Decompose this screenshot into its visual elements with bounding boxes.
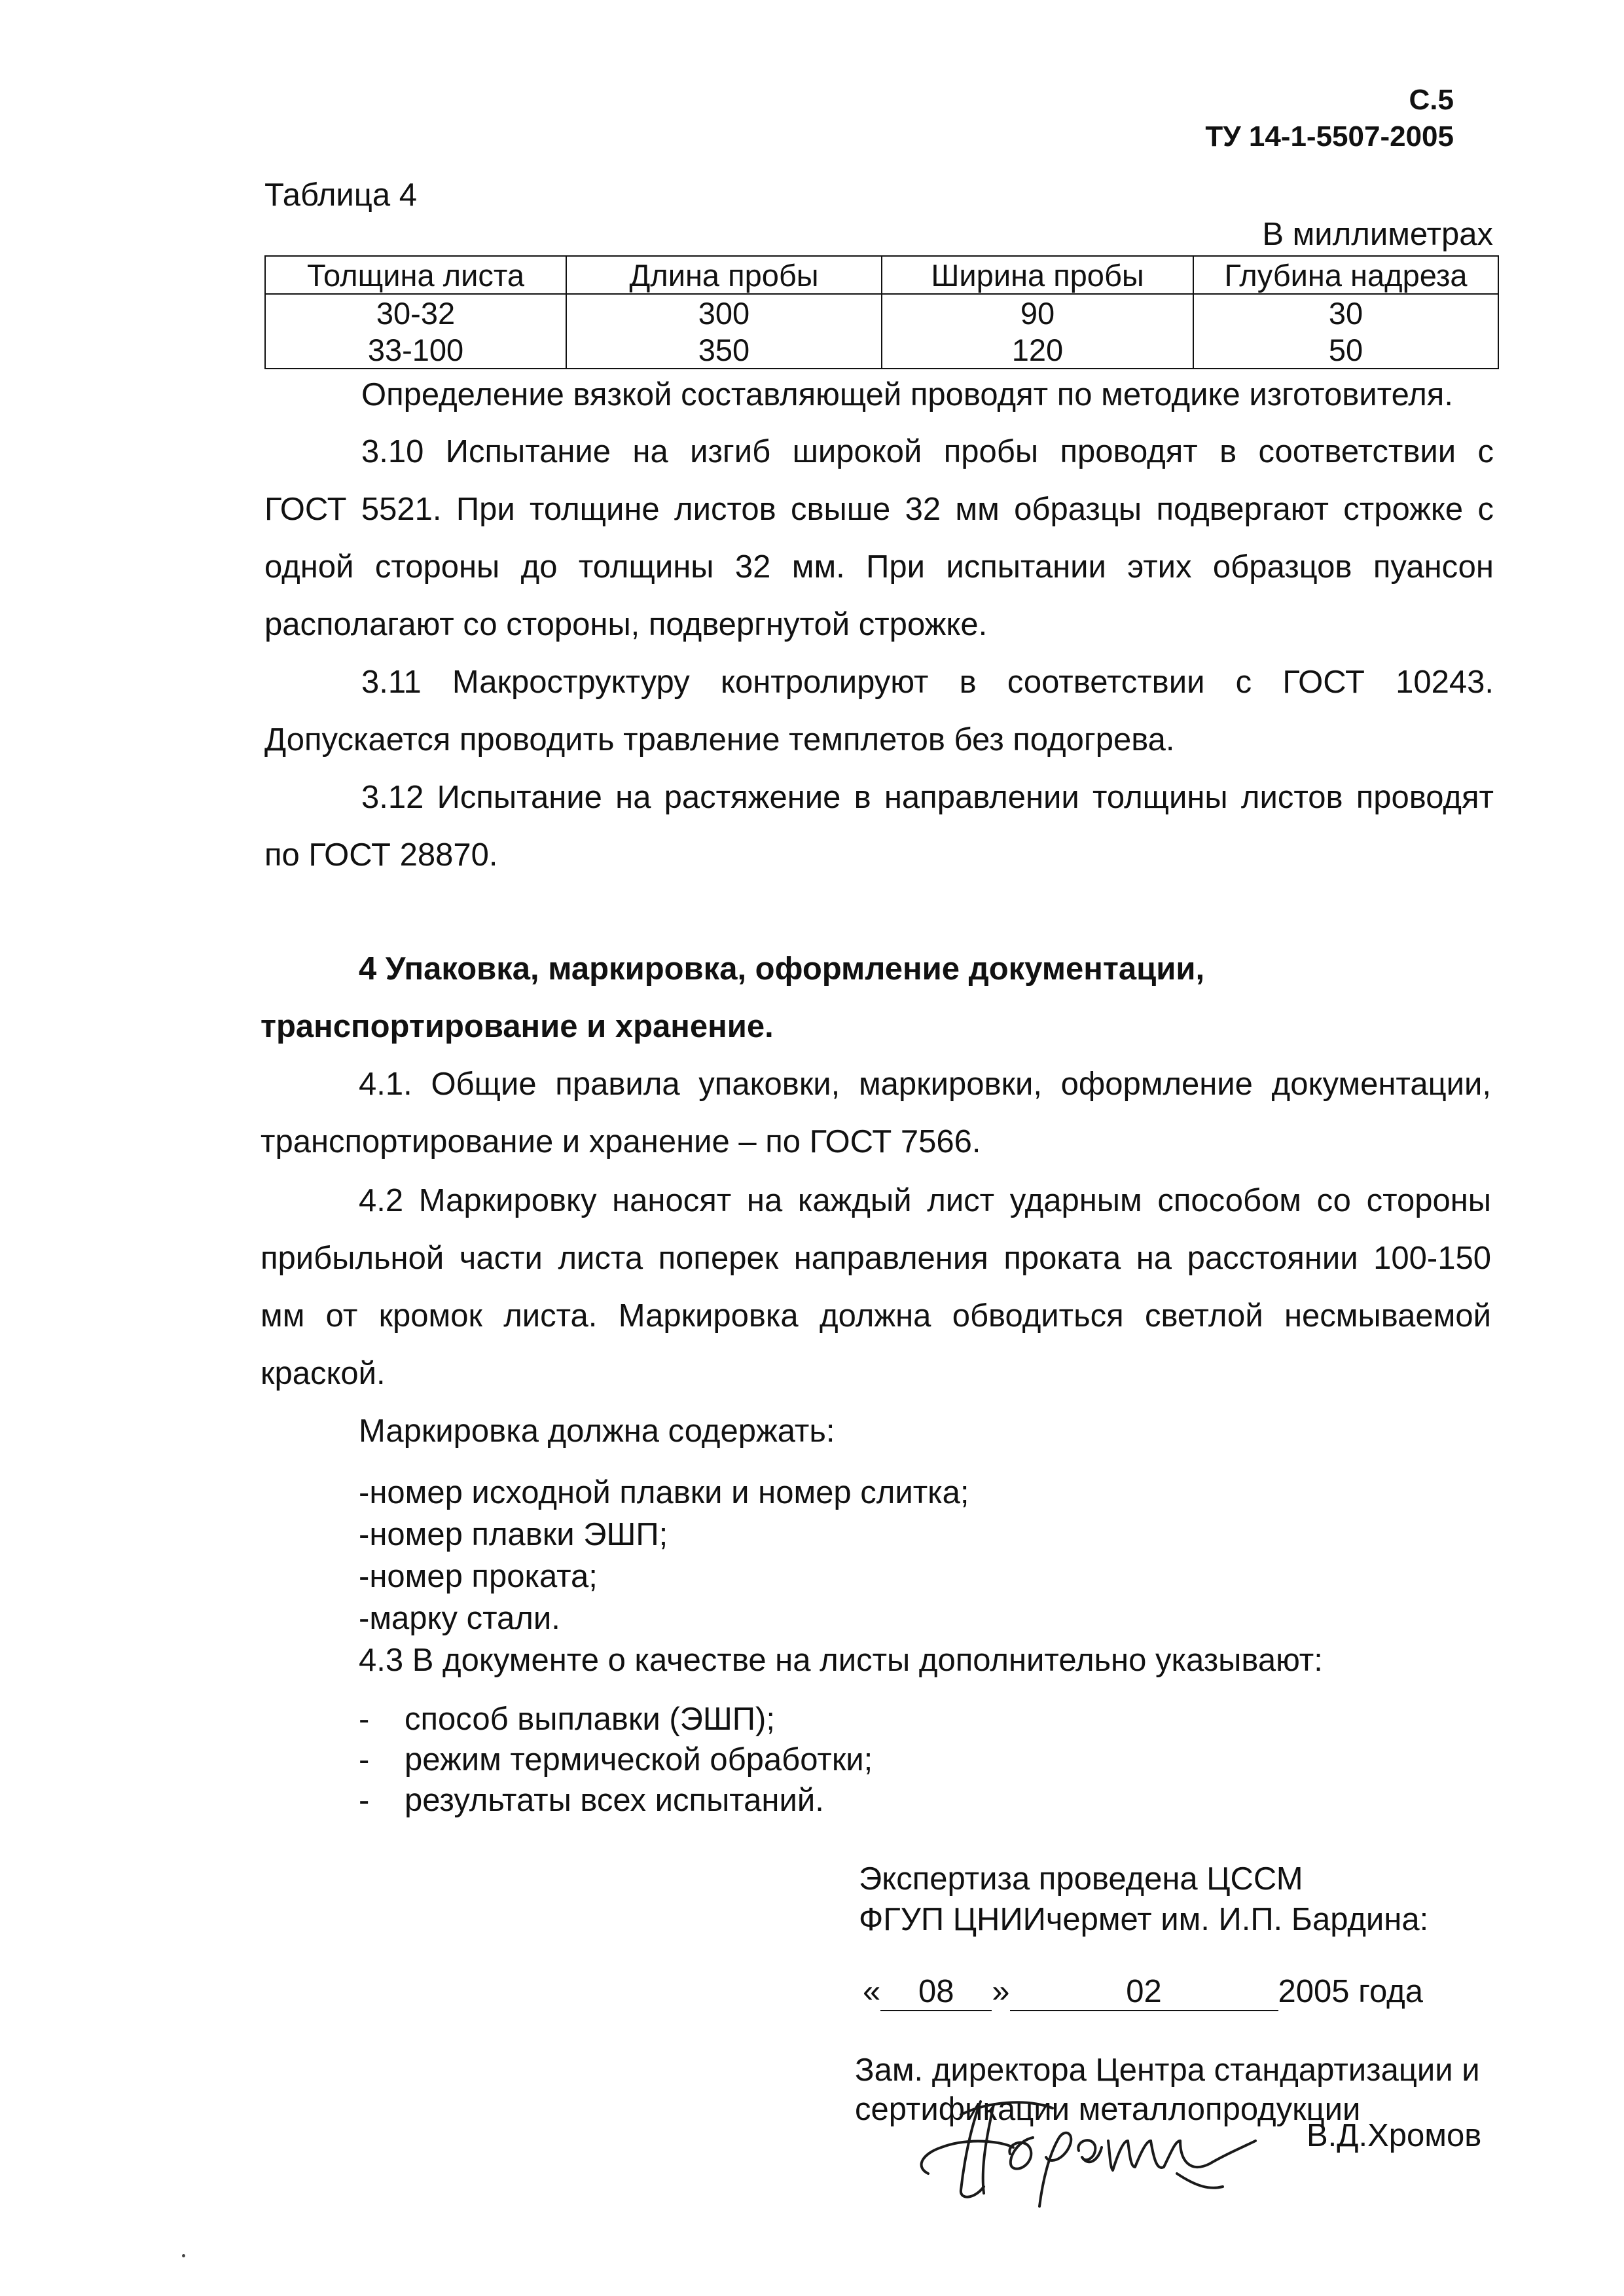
p3-10-line-3: одной стороны до толщины 32 мм. При испытании этих образцов пуансон bbox=[264, 549, 1494, 585]
scan-speck bbox=[182, 2254, 185, 2257]
handwritten-signature bbox=[902, 2075, 1295, 2213]
table-cell: 50 bbox=[1193, 331, 1498, 369]
date-close-quote: » bbox=[992, 1974, 1010, 2009]
table-cell: 30 bbox=[1193, 294, 1498, 331]
marking-intro: Маркировка должна содержать: bbox=[359, 1413, 835, 1449]
section-4-heading-line-2: транспортирование и хранение. bbox=[261, 1009, 774, 1044]
p4-2-line-3: мм от кромок листа. Маркировка должна обводиться светлой несмываемой bbox=[261, 1298, 1491, 1334]
header-sheet-thickness: Толщина листа bbox=[265, 256, 566, 294]
marking-item-4: -марку стали. bbox=[359, 1601, 560, 1636]
p3-10-line-1: 3.10 Испытание на изгиб широкой пробы проводят в соответствии с bbox=[361, 434, 1494, 469]
signer-name: В.Д.Хромов bbox=[1307, 2118, 1482, 2153]
table-units: В миллиметрах bbox=[1262, 217, 1493, 252]
marking-item-2: -номер плавки ЭШП; bbox=[359, 1517, 668, 1552]
date-open-quote: « bbox=[863, 1974, 881, 2009]
p3-12-line-2: по ГОСТ 28870. bbox=[264, 837, 498, 873]
p4-2-line-2: прибыльной части листа поперек направления проката на расстоянии 100-150 bbox=[261, 1241, 1491, 1276]
table-cell: 300 bbox=[566, 294, 882, 331]
quality-item-2: режим термической обработки; bbox=[405, 1742, 873, 1777]
p4-2-line-1: 4.2 Маркировку наносят на каждый лист ударным способом со стороны bbox=[359, 1183, 1491, 1218]
list-dash: - bbox=[359, 1742, 370, 1777]
table-cell: 30-32 bbox=[265, 294, 566, 331]
p3-10-line-4: располагают со стороны, подвергнутой строжке. bbox=[264, 607, 988, 642]
table-caption: Таблица 4 bbox=[264, 177, 417, 213]
page-number: С.5 bbox=[1409, 84, 1454, 116]
expertise-line-1: Экспертиза проведена ЦССМ bbox=[859, 1861, 1303, 1897]
p3-11-line-2: Допускается проводить травление темплетов без подогрева. bbox=[264, 722, 1175, 757]
header-sample-length: Длина пробы bbox=[566, 256, 882, 294]
quality-item-1: способ выплавки (ЭШП); bbox=[405, 1702, 775, 1737]
header-notch-depth: Глубина надреза bbox=[1193, 256, 1498, 294]
table-cell: 350 bbox=[566, 331, 882, 369]
p4-1-line-1: 4.1. Общие правила упаковки, маркировки, оформление документации, bbox=[359, 1066, 1491, 1102]
marking-item-1: -номер исходной плавки и номер слитка; bbox=[359, 1475, 969, 1510]
list-dash: - bbox=[359, 1783, 370, 1818]
table-header-row bbox=[265, 256, 1498, 294]
position-line-2: сертификации металлопродукции bbox=[855, 2092, 1361, 2127]
p3-10-line-2: ГОСТ 5521. При толщине листов свыше 32 мм образцы подвергают строжке с bbox=[264, 492, 1494, 527]
viscous-note: Определение вязкой составляющей проводят по методике изготовителя. bbox=[361, 377, 1453, 412]
table-row bbox=[265, 331, 1498, 369]
document-code: ТУ 14-1-5507-2005 bbox=[1205, 120, 1454, 153]
quality-item-3: результаты всех испытаний. bbox=[405, 1783, 824, 1818]
table-cell: 120 bbox=[882, 331, 1193, 369]
section-4-heading-line-1: 4 Упаковка, маркировка, оформление документации, bbox=[359, 951, 1205, 987]
marking-item-3: -номер проката; bbox=[359, 1559, 598, 1594]
date-month: 02 bbox=[1010, 1973, 1278, 2011]
p3-12-line-1: 3.12 Испытание на растяжение в направлении толщины листов проводят bbox=[361, 780, 1494, 815]
position-line-1: Зам. директора Центра стандартизации и bbox=[855, 2052, 1480, 2088]
date-year: 2005 года bbox=[1278, 1974, 1423, 2009]
header-sample-width: Ширина пробы bbox=[882, 256, 1193, 294]
expertise-line-2: ФГУП ЦНИИчермет им. И.П. Бардина: bbox=[859, 1902, 1429, 1937]
table-row bbox=[265, 294, 1498, 331]
p4-2-line-4: краской. bbox=[261, 1356, 386, 1391]
list-dash: - bbox=[359, 1702, 370, 1737]
table-cell: 33-100 bbox=[265, 331, 566, 369]
p3-11-line-1: 3.11 Макроструктуру контролируют в соответствии с ГОСТ 10243. bbox=[361, 665, 1494, 700]
p4-3: 4.3 В документе о качестве на листы дополнительно указывают: bbox=[359, 1643, 1323, 1678]
table-4 bbox=[264, 255, 1499, 369]
date-day: 08 bbox=[880, 1973, 992, 2011]
table-cell: 90 bbox=[882, 294, 1193, 331]
p4-1-line-2: транспортирование и хранение – по ГОСТ 7566. bbox=[261, 1124, 981, 1159]
approval-date bbox=[863, 1973, 1423, 2011]
